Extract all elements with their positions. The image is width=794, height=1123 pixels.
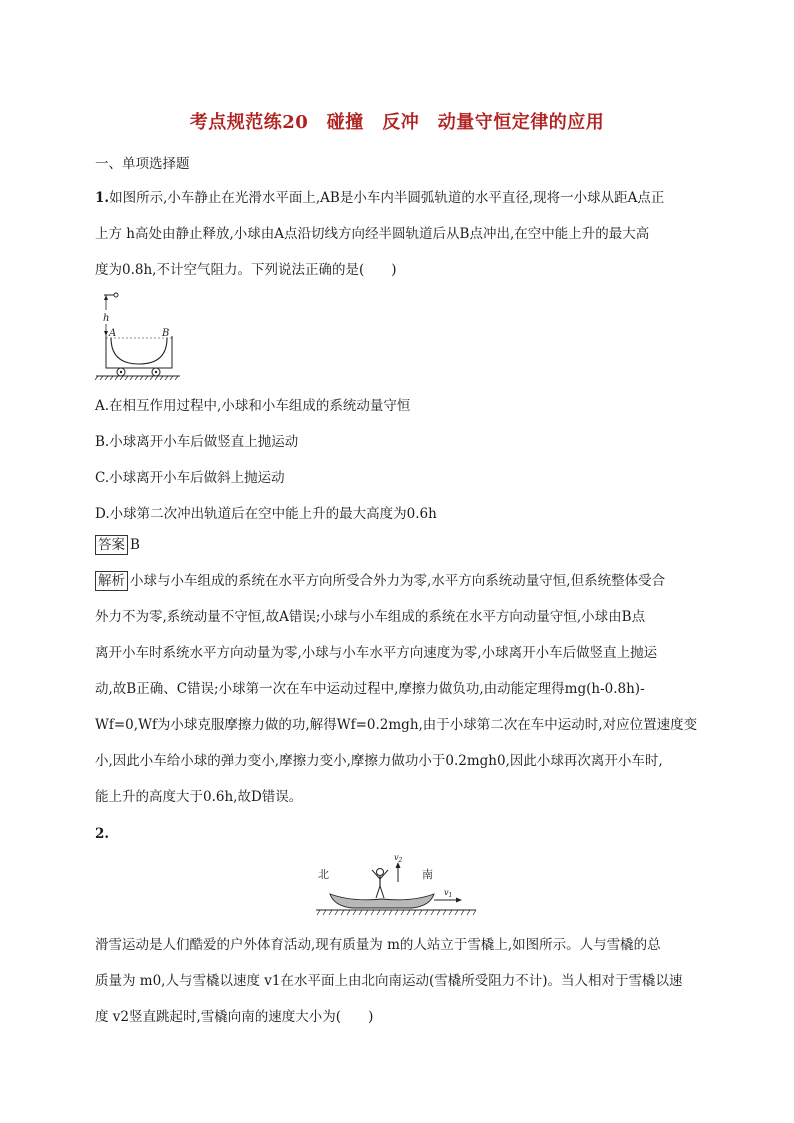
ball-icon <box>114 293 118 297</box>
analysis-line-4: 动,故B正确、C错误;小球第一次在车中运动过程中,摩擦力做负功,由动能定理得mg(h-0.8h)- <box>95 681 645 697</box>
option-a: A.在相互作用过程中,小球和小车组成的系统动量守恒 <box>95 398 411 414</box>
question-1-line-2: 上方 h高处由静止释放,小球由A点沿切线方向经半圆轨道后从B点冲出,在空中能上升的最大高 <box>95 226 650 242</box>
option-b: B.小球离开小车后做竖直上抛运动 <box>95 434 299 450</box>
analysis-label: 解析 <box>95 571 128 591</box>
question-2-line-2: 质量为 m0,人与雪橇以速度 v1在水平面上由北向南运动(雪橇所受阻力不计)。当人相对于雪橇以速 <box>95 973 683 989</box>
analysis-line-3: 离开小车时系统水平方向动量为零,小球与小车水平方向速度为零,小球离开小车后做竖直上抛运 <box>95 645 658 661</box>
point-b-label: B <box>162 328 170 339</box>
option-c: C.小球离开小车后做斜上抛运动 <box>95 470 285 486</box>
question-2-line-3: 度 v2竖直跳起时,雪橇向南的速度大小为( ) <box>95 1009 374 1025</box>
cart-track-figure <box>94 288 184 380</box>
north-label: 北 <box>318 868 329 881</box>
page-title: 考点规范练20 碰撞 反冲 动量守恒定律的应用 <box>189 112 605 133</box>
analysis-line-2: 外力不为零,系统动量不守恒,故A错误;小球与小车组成的系统在水平方向动量守恒,小球由B点 <box>95 609 646 625</box>
analysis-line-6: 小,因此小车给小球的弹力变小,摩擦力变小,摩擦力做功小于0.2mgh0,因此小球再次离开小车时, <box>95 753 663 769</box>
analysis-block <box>95 563 700 815</box>
question-1-number: 1. <box>95 190 110 206</box>
person-head-icon <box>377 869 384 876</box>
question-2-line-1: 滑雪运动是人们酷爱的户外体育活动,现有质量为 m的人站立于雪橇上,如图所示。人与雪橇的总 <box>95 937 661 953</box>
section-heading: 一、单项选择题 <box>95 156 190 172</box>
question-1-line-1: 1.如图所示,小车静止在光滑水平面上,AB是小车内半圆弧轨道的水平直径,现将一小球从距A点正 <box>95 190 665 206</box>
answer-row <box>95 535 140 555</box>
analysis-line-7: 能上升的高度大于0.6h,故D错误。 <box>95 789 303 805</box>
question-1-stem <box>95 180 700 288</box>
question-1-line-3: 度为0.8h,不计空气阻力。下列说法正确的是( ) <box>95 262 397 278</box>
v2-label: $v_2$ <box>394 853 403 864</box>
answer-label: 答案 <box>95 535 128 555</box>
answer-value: B <box>130 537 140 553</box>
analysis-line-5: Wf=0,Wf为小球克服摩擦力做的功,解得Wf=0.2mgh,由于小球第二次在车中运动时,对应位置速度变 <box>95 717 698 733</box>
question-2-number: 2. <box>95 826 110 842</box>
analysis-line-1: 解析 小球与小车组成的系统在水平方向所受合外力为零,水平方向系统动量守恒,但系统整体受合 <box>95 563 700 599</box>
south-label: 南 <box>422 868 433 881</box>
point-a-label: A <box>109 328 117 339</box>
sled-figure <box>312 852 480 916</box>
option-d: D.小球第二次冲出轨道后在空中能上升的最大高度为0.6h <box>95 506 437 522</box>
v1-label: $v_1$ <box>444 888 453 899</box>
question-2-stem <box>95 927 700 1035</box>
height-label: h <box>103 313 110 324</box>
